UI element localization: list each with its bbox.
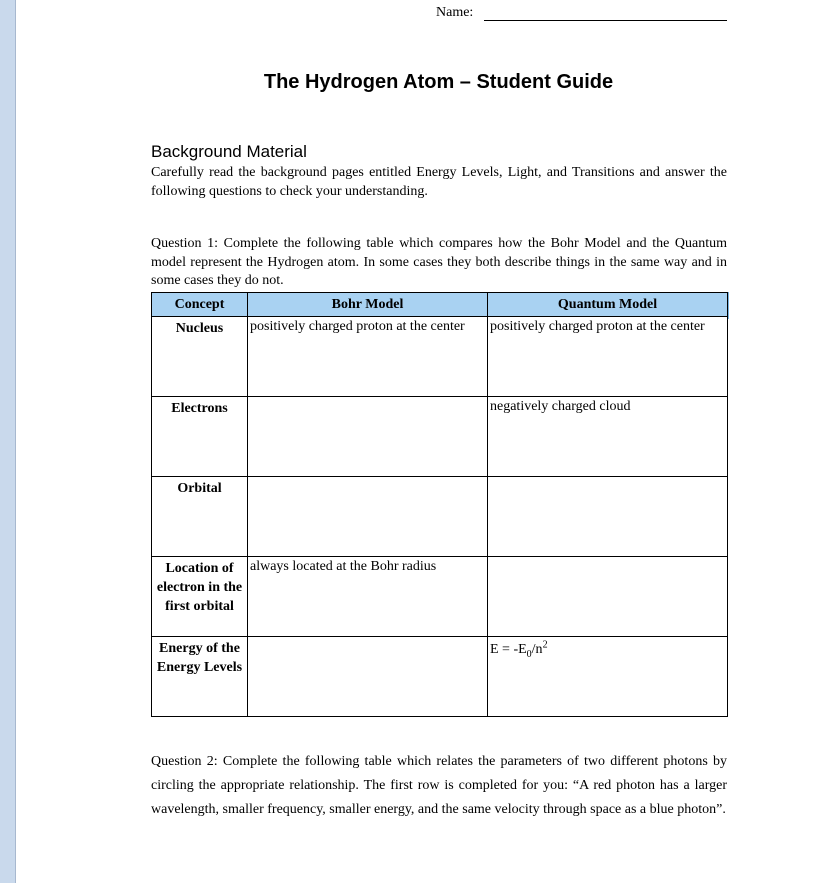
window-side-bar <box>0 0 16 883</box>
comparison-table <box>151 292 728 717</box>
concept-cell: Energy of the Energy Levels <box>152 637 248 717</box>
quantum-cell[interactable]: positively charged proton at the center <box>488 317 728 397</box>
energy-formula: $E = -E_0/n^2$ <box>490 639 548 660</box>
quantum-cell[interactable] <box>488 557 728 637</box>
bohr-cell[interactable] <box>248 477 488 557</box>
name-blank-line[interactable] <box>484 20 727 21</box>
quantum-cell[interactable] <box>488 477 728 557</box>
question-1-text: Question 1: Complete the following table which compares how the Bohr Model and the Quantum model represent the Hydrogen atom. In some cases they both describe things in the same way and in some cases they do not. <box>151 236 727 288</box>
table-edge-mark <box>728 292 729 319</box>
section-heading-background: Background Material <box>151 142 307 161</box>
table-row <box>152 637 728 717</box>
concept-cell: Location of electron in the first orbital <box>152 557 248 637</box>
table-header-row <box>152 293 728 317</box>
concept-cell: Electrons <box>152 397 248 477</box>
table-row <box>152 477 728 557</box>
document-title: The Hydrogen Atom – Student Guide <box>263 71 614 93</box>
bohr-cell[interactable]: always located at the Bohr radius <box>248 557 488 637</box>
quantum-cell[interactable]: negatively charged cloud <box>488 397 728 477</box>
background-paragraph: Carefully read the background pages entitled Energy Levels, Light, and Transitions and answer the following questions to check your understanding. <box>151 165 727 199</box>
document-page <box>16 0 830 883</box>
concept-cell: Orbital <box>152 477 248 557</box>
table-row <box>152 397 728 477</box>
question-2-text: Question 2: Complete the following table which relates the parameters of two different photons by circling the appropriate relationship. The first row is completed for you: “A red photon has a larger wavelength, smaller frequency, smaller energy, and the same velocity through space as a blue photon”. <box>151 754 727 817</box>
table-row <box>152 317 728 397</box>
bohr-cell[interactable] <box>248 637 488 717</box>
bohr-cell[interactable]: positively charged proton at the center <box>248 317 488 397</box>
quantum-cell[interactable] <box>488 637 728 717</box>
column-header-concept: Concept <box>152 293 248 317</box>
name-label: Name: <box>436 5 474 20</box>
column-header-bohr: Bohr Model <box>248 293 488 317</box>
bohr-cell[interactable] <box>248 397 488 477</box>
column-header-quantum: Quantum Model <box>488 293 728 317</box>
concept-cell: Nucleus <box>152 317 248 397</box>
table-row <box>152 557 728 637</box>
